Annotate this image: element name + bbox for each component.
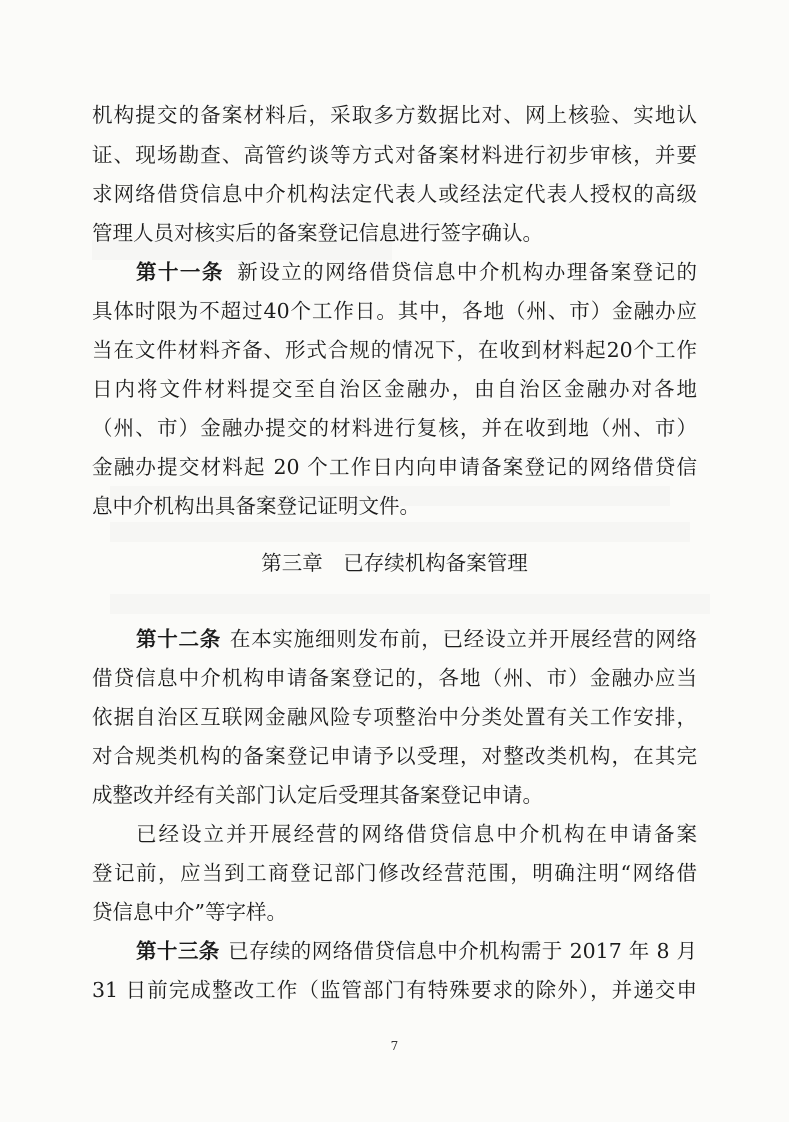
text-line: 贷信息中介”等字样。 xyxy=(92,900,287,924)
article-label: 第十三条 xyxy=(136,939,220,963)
article-label: 第十二条 xyxy=(136,627,222,651)
text-line: 已经设立并开展经营的网络借贷信息中介机构在申请备案 xyxy=(136,822,697,846)
text-line: 31 日前完成整改工作（监管部门有特殊要求的除外），并递交申 xyxy=(92,978,697,1002)
text-line: 具体时限为不超过40个工作日。其中，各地（州、市）金融办应 xyxy=(92,299,697,323)
text-line: 求网络借贷信息中介机构法定代表人或经法定代表人授权的高级 xyxy=(92,182,697,206)
text-line: （州、市）金融办提交的材料进行复核，并在收到地（州、市） xyxy=(92,416,697,440)
text-line: 证、现场勘查、高管约谈等方式对备案材料进行初步审核，并要 xyxy=(92,143,697,167)
text-line: 当在文件材料齐备、形式合规的情况下，在收到材料起20个工作 xyxy=(92,338,697,362)
text-line: 日内将文件材料提交至自治区金融办，由自治区金融办对各地 xyxy=(92,377,697,401)
text-line: 金融办提交材料起 20 个工作日内向申请备案登记的网络借贷信 xyxy=(92,455,697,479)
article-text: 在本实施细则发布前，已经设立并开展经营的网络 xyxy=(229,627,697,651)
article-text: 新设立的网络借贷信息中介机构办理备案登记的 xyxy=(235,260,698,284)
article-first-line xyxy=(136,625,697,653)
article-first-line xyxy=(136,258,697,286)
text-line: 登记前，应当到工商登记部门修改经营范围，明确注明“网络借 xyxy=(92,861,697,885)
bleed-through-shadow xyxy=(110,522,690,542)
article-text: 已存续的网络借贷信息中介机构需于 2017 年 8 月 xyxy=(227,939,698,963)
text-line: 成整改并经有关部门认定后受理其备案登记申请。 xyxy=(92,783,543,807)
article-label: 第十一条 xyxy=(136,260,224,284)
text-line: 管理人员对核实后的备案登记信息进行签字确认。 xyxy=(92,221,543,245)
text-line: 借贷信息中介机构申请备案登记的，各地（州、市）金融办应当 xyxy=(92,666,697,690)
text-line: 机构提交的备案材料后，采取多方数据比对、网上核验、实地认 xyxy=(92,103,697,127)
text-line: 对合规类机构的备案登记申请予以受理，对整改类机构，在其完 xyxy=(92,744,697,768)
text-line: 依据自治区互联网金融风险专项整治中分类处置有关工作安排， xyxy=(92,705,697,729)
text-line: 息中介机构出具备案登记证明文件。 xyxy=(92,494,420,518)
page-number: 7 xyxy=(390,1039,399,1053)
chapter-heading: 第三章 已存续机构备案管理 xyxy=(261,551,528,575)
article-first-line xyxy=(136,937,697,965)
bleed-through-shadow xyxy=(110,594,710,614)
